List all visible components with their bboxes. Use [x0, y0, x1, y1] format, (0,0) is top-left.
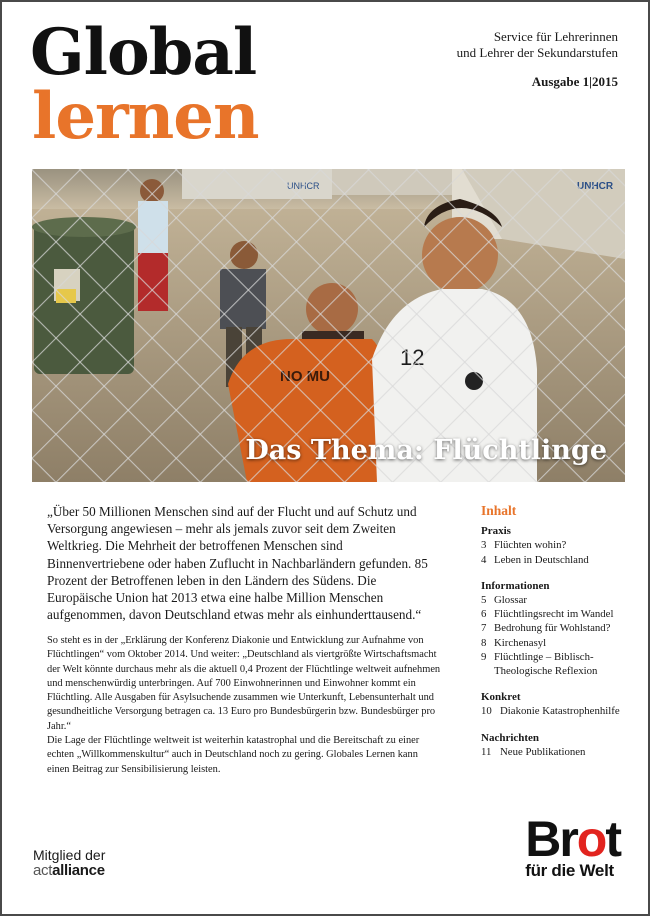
- toc-page-number: 3: [481, 539, 487, 552]
- act-logo-prefix: act: [33, 862, 53, 879]
- toc-item-label: Kirchenasyl: [494, 636, 547, 649]
- issue-number: Ausgabe 1|2015: [531, 74, 618, 89]
- magazine-title-global: Global: [30, 15, 257, 90]
- toc-item[interactable]: [481, 636, 641, 650]
- toc-page-number: 9: [481, 650, 487, 663]
- toc-item[interactable]: [481, 593, 641, 607]
- brot-logo-subtitle: für die Welt: [525, 861, 614, 880]
- toc-item-label: Leben in Deutschland: [494, 553, 589, 566]
- photo-caption: Das Thema: Flüchtlinge: [245, 435, 607, 466]
- body-paragraph-1: So steht es in der „Erklärung der Konferenz Diakonie und Entwicklung zur Aufnahme von Flüchtlingen“ vom Oktober 2014. Und weiter: „Deutschland als viertgrößte Wirtschaftsmacht der Welt könnte durchaus mehr als die aktuell 0,4 Prozent der Flüchtlinge weltweit aufnehmen und menschenwürdig unterbringen. Auf 700 Einwohnerinnen und Einwohner kommt ein Flüchtling. Alle Ausgaben für Asylsuchende zusammen wie Unterkunft, Lebensunterhalt und gesundheitliche Versorgung betragen ca. 13 Euro pro Bundesbürgerin bzw. Bundesbürger pro Jahr.“: [47, 635, 441, 732]
- toc-item-label: Flüchten wohin?: [494, 539, 567, 552]
- toc-item-label: Flüchtlinge – Biblisch-Theologische Reflexion: [494, 650, 598, 678]
- toc-heading: Konkret: [481, 691, 521, 704]
- toc-heading: Informationen: [481, 579, 550, 592]
- act-alliance-logo: [33, 863, 105, 879]
- member-label: Mitglied der: [33, 847, 106, 863]
- service-tagline: [457, 29, 618, 61]
- toc-item-label: Bedrohung für Wohlstand?: [494, 622, 611, 635]
- toc-item-label: Diakonie Katastrophenhilfe: [500, 705, 620, 718]
- service-line-2: und Lehrer der Sekundarstufen: [456, 45, 618, 60]
- toc-item[interactable]: [481, 621, 641, 635]
- body-text: [47, 634, 442, 777]
- service-line-1: Service für Lehrerinnen: [493, 29, 618, 44]
- toc-page-number: 5: [481, 594, 487, 607]
- table-of-contents: [481, 504, 641, 771]
- toc-title: Inhalt: [481, 503, 517, 518]
- toc-page-number: 7: [481, 622, 487, 635]
- toc-page-number: 6: [481, 608, 487, 621]
- toc-item[interactable]: [481, 650, 641, 678]
- toc-page-number: 11: [481, 745, 492, 758]
- brot-logo-part-2: o: [576, 811, 606, 867]
- act-logo-suffix: alliance: [52, 862, 105, 879]
- toc-page-number: 8: [481, 636, 487, 649]
- brot-logo-word: [525, 811, 620, 867]
- magazine-title-lernen: lernen: [32, 79, 259, 154]
- toc-item[interactable]: [481, 607, 641, 621]
- toc-item[interactable]: [481, 553, 641, 567]
- brot-logo-part-3: t: [605, 811, 620, 867]
- brot-logo-part-1: Br: [525, 811, 577, 867]
- toc-item-label: Neue Publikationen: [500, 745, 586, 758]
- toc-section-nachrichten: [481, 731, 641, 759]
- toc-item[interactable]: [481, 538, 641, 552]
- toc-item-label: Flüchtlingsrecht im Wandel: [494, 608, 614, 621]
- toc-heading: Nachrichten: [481, 731, 540, 744]
- toc-page-number: 4: [481, 553, 487, 566]
- toc-item-label: Glossar: [494, 594, 527, 607]
- toc-section-konkret: [481, 690, 641, 718]
- toc-section-praxis: [481, 524, 641, 567]
- toc-section-informationen: [481, 579, 641, 678]
- cover-photo: [32, 169, 625, 482]
- lead-quote: „Über 50 Millionen Menschen sind auf der Flucht und auf Schutz und Versorgung angewiesen – mehr als jemals zuvor seit dem Zweiten Weltkrieg. Die Mehrheit der betroffenen Menschen sind Binnenvertriebene oder haben Zuflucht in Nachbarländern gefunden. 85 Prozent der Betroffenen leben in den Ländern des Südens. Die Europäische Union hat 2013 etwa eine halbe Million Menschen aufgenommen, davon Deutschland etwas mehr als einhunderttausend.“: [47, 504, 428, 623]
- toc-item[interactable]: [481, 704, 641, 718]
- toc-heading: Praxis: [481, 525, 511, 538]
- membership-note: [33, 847, 105, 879]
- brot-fuer-die-welt-logo: [525, 811, 620, 881]
- toc-item[interactable]: [481, 745, 641, 759]
- body-paragraph-2: Die Lage der Flüchtlinge weltweit ist weiterhin katastrophal und die Bereitschaft zu einer echten „Willkommenskultur“ auch in Deutschland noch zu gering. Globales Lernen kann einen Beitrag zur Sensibilisierung leisten.: [47, 735, 420, 775]
- toc-page-number: 10: [481, 705, 492, 718]
